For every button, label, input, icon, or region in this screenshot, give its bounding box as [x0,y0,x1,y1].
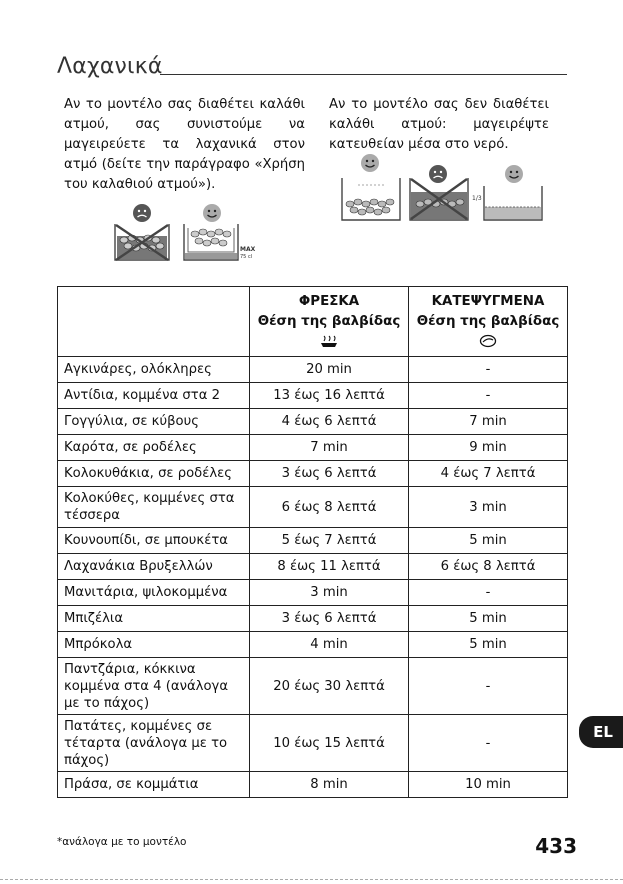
cell-vegetable: Αντίδια, κομμένα στα 2 [58,383,250,409]
header-fresh-title: ΦΡΕΣΚΑ [298,294,360,309]
steam-valve-icon [320,334,338,348]
cell-frozen-time: - [409,580,568,606]
cell-fresh-time: 13 έως 16 λεπτά [250,383,409,409]
crossed-pot-icon [115,224,169,260]
cell-vegetable: Πράσα, σε κομμάτια [58,772,250,798]
cell-fresh-time: 20 έως 30 λεπτά [250,658,409,715]
steam-pot-icon [342,178,400,220]
table-row [58,409,568,435]
header-fresh-subtitle: Θέση της βαλβίδας [257,314,401,329]
sad-face-icon [133,204,151,222]
cell-vegetable: Παντζάρια, κόκκινα κομμένα στα 4 (ανάλογα με το πάχος) [58,658,250,715]
max-volume-label: 75 cl [240,254,253,260]
cell-frozen-time: 4 έως 7 λεπτά [409,461,568,487]
bottom-dashed-rule [0,879,623,880]
cell-fresh-time: 3 min [250,580,409,606]
water-illustration [338,152,548,222]
cell-fresh-time: 3 έως 6 λεπτά [250,461,409,487]
cell-vegetable: Μπρόκολα [58,632,250,658]
language-tab: EL [579,716,623,748]
cell-fresh-time: 8 έως 11 λεπτά [250,554,409,580]
no-basket-paragraph: Αν το μοντέλο σας δεν διαθέτει καλάθι ατμού: μαγειρέψτε κατευθείαν μέσα στο νερό. [329,97,549,152]
cell-fresh-time: 4 έως 6 λεπτά [250,409,409,435]
cell-vegetable: Καρότα, σε ροδέλες [58,435,250,461]
table-header-row [58,287,568,357]
page-title: Λαχανικά [57,54,163,79]
happy-face-icon [361,154,379,172]
page-number: 433 [535,834,577,858]
table-row [58,461,568,487]
cell-frozen-time: 5 min [409,632,568,658]
cell-vegetable: Μανιτάρια, ψιλοκομμένα [58,580,250,606]
table-row [58,435,568,461]
frozen-valve-icon [479,334,497,348]
header-frozen [409,287,568,357]
cell-frozen-time: 5 min [409,528,568,554]
title-rule [160,74,567,75]
cell-fresh-time: 5 έως 7 λεπτά [250,528,409,554]
water-pot-icon [484,186,542,220]
cell-frozen-time: - [409,715,568,772]
cell-vegetable: Κολοκυθάκια, σε ροδέλες [58,461,250,487]
table-row [58,383,568,409]
cell-frozen-time: - [409,357,568,383]
steam-basket-paragraph: Αν το μοντέλο σας διαθέτει καλάθι ατμού, σας συνιστούμε να μαγειρεύετε τα λαχανικά στον ατμό (δείτε την παράγραφο «Χρήση του καλαθιού ατμού»). [64,97,305,192]
happy-face-icon [203,204,221,222]
cell-fresh-time: 3 έως 6 λεπτά [250,606,409,632]
basket-illustration [112,202,262,264]
header-fresh [250,287,409,357]
cell-vegetable: Γογγύλια, σε κύβους [58,409,250,435]
cell-frozen-time: 3 min [409,487,568,528]
sad-face-icon [429,165,447,183]
table-row [58,487,568,528]
table-row [58,357,568,383]
cell-fresh-time: 6 έως 8 λεπτά [250,487,409,528]
cell-fresh-time: 10 έως 15 λεπτά [250,715,409,772]
cell-frozen-time: 9 min [409,435,568,461]
table-row [58,554,568,580]
cell-vegetable: Κουνουπίδι, σε μπουκέτα [58,528,250,554]
cell-frozen-time: - [409,658,568,715]
table-row [58,632,568,658]
table-row [58,715,568,772]
header-item [58,287,250,357]
header-frozen-title: ΚΑΤΕΨΥΓΜΕΝΑ [431,294,545,309]
table-row [58,580,568,606]
basket-pot-icon [184,224,238,260]
cell-fresh-time: 4 min [250,632,409,658]
cell-fresh-time: 20 min [250,357,409,383]
cell-frozen-time: 10 min [409,772,568,798]
table-row [58,772,568,798]
cell-fresh-time: 8 min [250,772,409,798]
cell-vegetable: Λαχανάκια Βρυξελλών [58,554,250,580]
cell-frozen-time: 6 έως 8 λεπτά [409,554,568,580]
max-label: MAX [240,246,256,253]
cell-vegetable: Πατάτες, κομμένες σε τέταρτα (ανάλογα με το πάχος) [58,715,250,772]
cell-frozen-time: 5 min [409,606,568,632]
fraction-label: 1/3 [472,195,482,202]
table-row [58,606,568,632]
header-frozen-subtitle: Θέση της βαλβίδας [416,314,560,329]
happy-face-icon [505,165,523,183]
cell-fresh-time: 7 min [250,435,409,461]
cooking-times-table [57,286,568,798]
table-row [58,658,568,715]
cell-frozen-time: - [409,383,568,409]
table-row [58,528,568,554]
cell-frozen-time: 7 min [409,409,568,435]
cell-vegetable: Αγκινάρες, ολόκληρες [58,357,250,383]
cell-vegetable: Μπιζέλια [58,606,250,632]
crossed-pot-icon [410,178,468,220]
footnote: *ανάλογα με το μοντέλο [57,836,187,848]
cell-vegetable: Κολοκύθες, κομμένες στα τέσσερα [58,487,250,528]
